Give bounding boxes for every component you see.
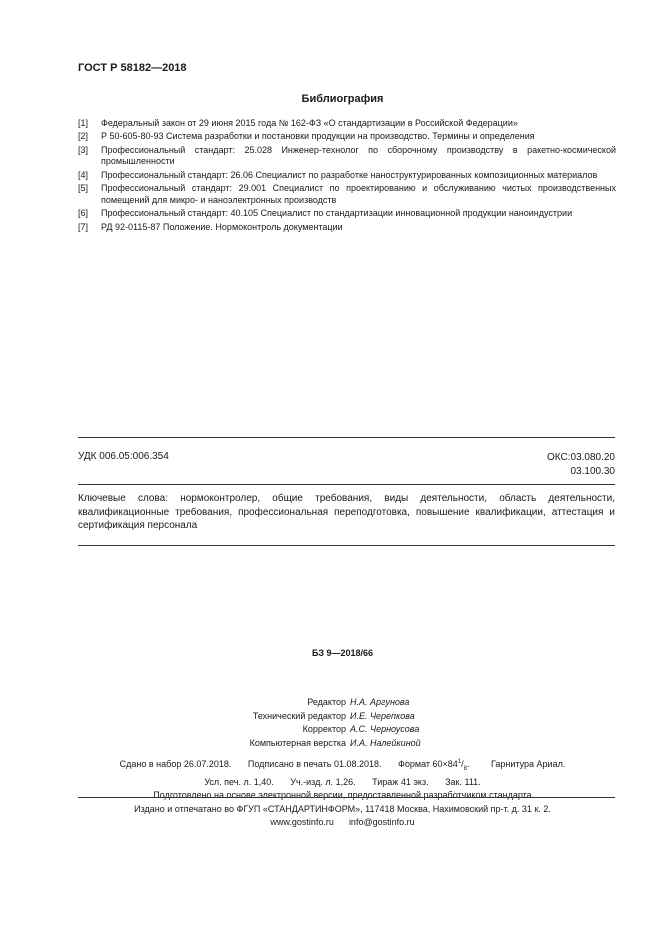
bibliography-item [78, 145, 616, 168]
oks-codes [547, 451, 615, 479]
bibliography-item [78, 183, 616, 206]
credit-name: А.С. Черноусова [350, 724, 420, 734]
contact-links [24, 816, 661, 829]
keywords: Ключевые слова: нормоконтролер, общие требования, виды деятельности, область деятельности, квалификационные требования, профессиональная переподготовка, повышение квалификации, аттестация и сертификация персонала [78, 493, 615, 531]
bibliography-item-number: [4] [78, 169, 89, 180]
format-denominator: 8 [463, 765, 467, 772]
bibliography-item-text: РД 92-0115-87 Положение. Нормоконтроль документации [101, 221, 343, 232]
paper-format: Формат $60\times 84^1/_8$. [398, 759, 470, 772]
signed-date: Подписано в печать 01.08.2018. [247, 759, 382, 769]
prepared-note: Подготовлено на основе электронной версии, предоставленной разработчиком стандарта [153, 790, 532, 801]
bz-number: БЗ 9—2018/66 [311, 648, 374, 658]
udk-code: УДК 006.05:006.354 [78, 451, 169, 462]
credit-role: Редактор [307, 697, 346, 707]
credit-row [0, 710, 661, 724]
oks-code-secondary: 03.100.30 [570, 466, 615, 477]
bibliography-item-number: [2] [78, 131, 89, 142]
divider-imprint [78, 797, 615, 798]
credit-row [0, 737, 661, 751]
divider-top [78, 437, 615, 438]
bibliography-item-text: Р 50-605-80-93 Система разработки и постановки продукции на производство. Термины и определения [101, 131, 535, 142]
format-numerator: 1 [457, 759, 462, 765]
bibliography-item-text: Профессиональный стандарт: 29.001 Специалист по проектированию и обслуживанию чистых производственных помещений для микро- и наноэлектронных производств [101, 183, 616, 205]
bibliography-item-number: [5] [78, 183, 89, 194]
credit-name: Н.А. Аргунова [350, 697, 410, 707]
format-prefix: Формат 60×84 [398, 759, 458, 769]
bibliography-item [78, 222, 616, 233]
page-header-standard: ГОСТ Р 58182—2018 [78, 62, 187, 74]
credit-role: Технический редактор [252, 710, 346, 721]
credit-row [0, 696, 661, 710]
credits [0, 696, 661, 750]
divider-keywords-bottom [78, 545, 615, 546]
publisher-address: Издано и отпечатано во ФГУП «СТАНДАРТИНФОРМ», 117418 Москва, Нахимовский пр-т. д. 31 к. 2. [134, 804, 551, 814]
bibliography-item-number: [1] [78, 118, 89, 128]
bibliography-item-number: [6] [78, 208, 89, 219]
bibliography-item-number: [3] [78, 144, 89, 155]
signed-for-print [248, 759, 382, 769]
bibliography-title: Библиография [301, 93, 384, 105]
bibliography-list [78, 118, 616, 235]
bibliography-item [78, 170, 616, 181]
credit-role: Компьютерная верстка [249, 737, 346, 748]
credit-name: И.А. Налейкиной [350, 737, 421, 748]
credit-row [0, 723, 661, 737]
email-link[interactable]: info@gostinfo.ru [348, 817, 415, 827]
bibliography-item [78, 208, 616, 219]
publication-row-1 [24, 756, 661, 776]
credit-role: Корректор [302, 724, 346, 734]
print-run: Тираж 41 экз. [372, 777, 429, 787]
bibliography-item-text: Профессиональный стандарт: 26.06 Специалист по разработке наноструктурированных композиционных материалов [101, 169, 598, 180]
publication-row-2 [24, 776, 661, 789]
bibliography-item-text: Федеральный закон от 29 июня 2015 года № 162-ФЗ «О стандартизации в Российской Федерации» [101, 118, 518, 128]
sent-to-typesetting: Сдано в набор 26.07.2018. [119, 759, 232, 769]
order-number: Зак. 111. [445, 777, 481, 787]
publishing-sheets: Уч.-изд. л. 1,26. [290, 777, 356, 787]
print-sheets: Усл. печ. л. 1,40. [204, 777, 274, 787]
divider-keywords-top [78, 484, 615, 485]
bibliography-item-number: [7] [78, 221, 89, 232]
imprint [0, 803, 661, 829]
credit-name: И.Е. Черепкова [350, 710, 415, 721]
font-family-note: Гарнитура Ариал. [491, 759, 566, 769]
bibliography-item [78, 118, 616, 129]
bibliography-item-text: Профессиональный стандарт: 40.105 Специалист по стандартизации инновационной продукции наноиндустрии [101, 208, 573, 219]
bibliography-item-text: Профессиональный стандарт: 25.028 Инженер-технолог по сборочному производству в ракетно-космической промышленности [101, 144, 616, 167]
publication-info [0, 756, 661, 802]
bibliography-item [78, 131, 616, 142]
website-link[interactable]: www.gostinfo.ru [270, 817, 334, 827]
oks-code-primary: ОКС:03.080.20 [547, 452, 615, 463]
